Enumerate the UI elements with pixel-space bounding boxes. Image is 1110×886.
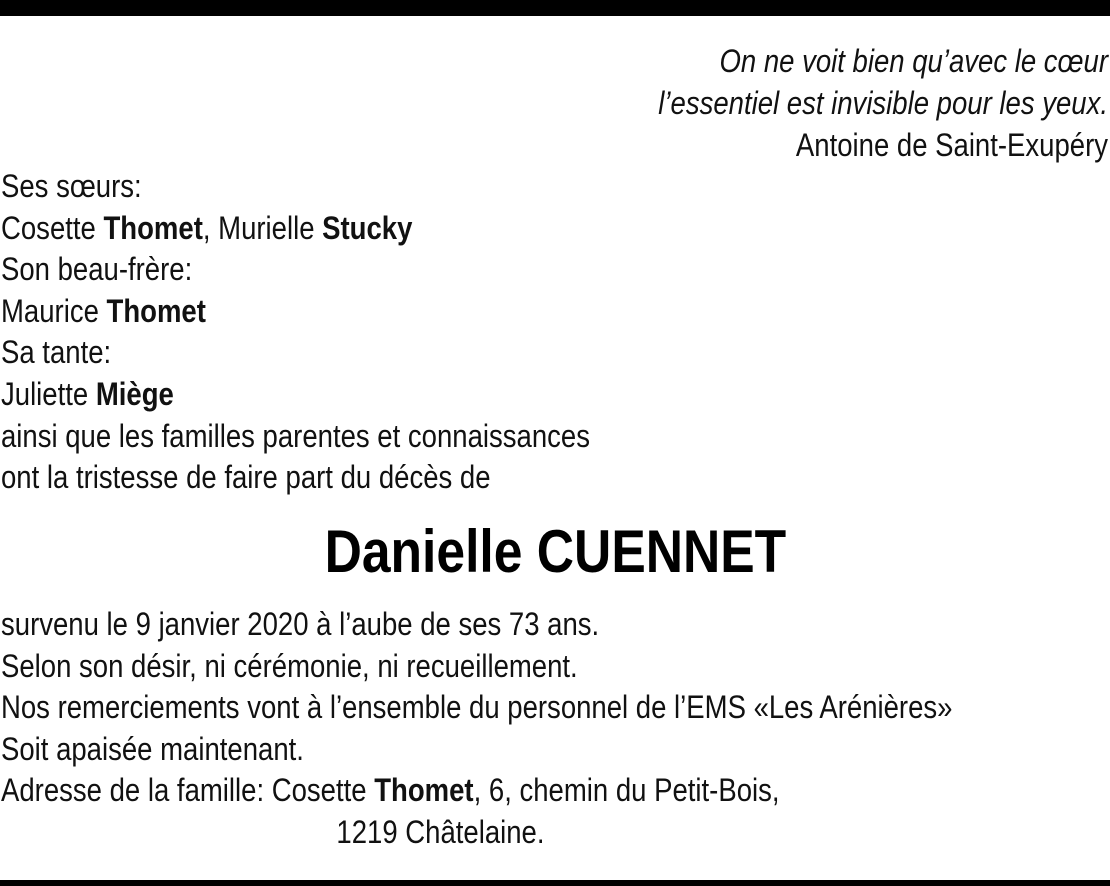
family-address-line — [1, 770, 952, 812]
details-line-4: Soit apaisée maintenant. — [1, 730, 304, 767]
details-line-1: survenu le 9 janvier 2020 à l’aube de ses 73 ans. — [1, 606, 600, 642]
sister2-last-name: Stucky — [322, 209, 413, 246]
sister1-first-name: Cosette — [1, 209, 96, 246]
sisters-label: Ses sœurs: — [1, 168, 142, 204]
epigraph-quote — [454, 40, 1108, 166]
top-border-rule — [0, 0, 1110, 16]
aunt-last-name: Miège — [95, 375, 174, 412]
obituary-details — [1, 604, 952, 854]
brother-in-law-name — [1, 291, 590, 333]
sisters-names — [1, 208, 590, 250]
address-prefix: Adresse de la famille: Cosette — [1, 772, 367, 809]
details-line-3: Nos remerciements vont à l’ensemble du personnel de l’EMS «Les Arénières» — [1, 689, 953, 726]
aunt-first-name: Juliette — [1, 375, 89, 412]
name-separator: , — [202, 209, 219, 246]
bottom-border-rule — [0, 880, 1110, 886]
details-line-2: Selon son désir, ni cérémonie, ni recueillement. — [1, 647, 578, 684]
address-family-name: Thomet — [374, 772, 474, 809]
sister1-last-name: Thomet — [103, 209, 203, 246]
address-city: 1219 Châtelaine. — [336, 813, 545, 850]
address-street: , 6, chemin du Petit-Bois, — [473, 772, 780, 809]
brother-in-law-first-name: Maurice — [1, 292, 99, 329]
brother-in-law-label: Son beau-frère: — [1, 251, 193, 288]
relatives-line: ainsi que les familles parentes et connaissances — [1, 417, 590, 454]
deceased-name-heading — [0, 512, 1110, 592]
quote-author: Antoine de Saint-Exupéry — [795, 127, 1108, 163]
deceased-name: Danielle CUENNET — [324, 518, 786, 585]
announcement-line: ont la tristesse de faire part du décès de — [1, 459, 491, 496]
aunt-label: Sa tante: — [1, 334, 112, 371]
quote-line-2: l’essentiel est invisible pour les yeux. — [658, 85, 1108, 121]
quote-line-1: On ne voit bien qu’avec le cœur — [719, 43, 1108, 79]
family-list — [1, 166, 590, 499]
sister2-first-name: Murielle — [218, 209, 315, 246]
brother-in-law-last-name: Thomet — [106, 292, 206, 329]
aunt-name — [1, 374, 590, 416]
